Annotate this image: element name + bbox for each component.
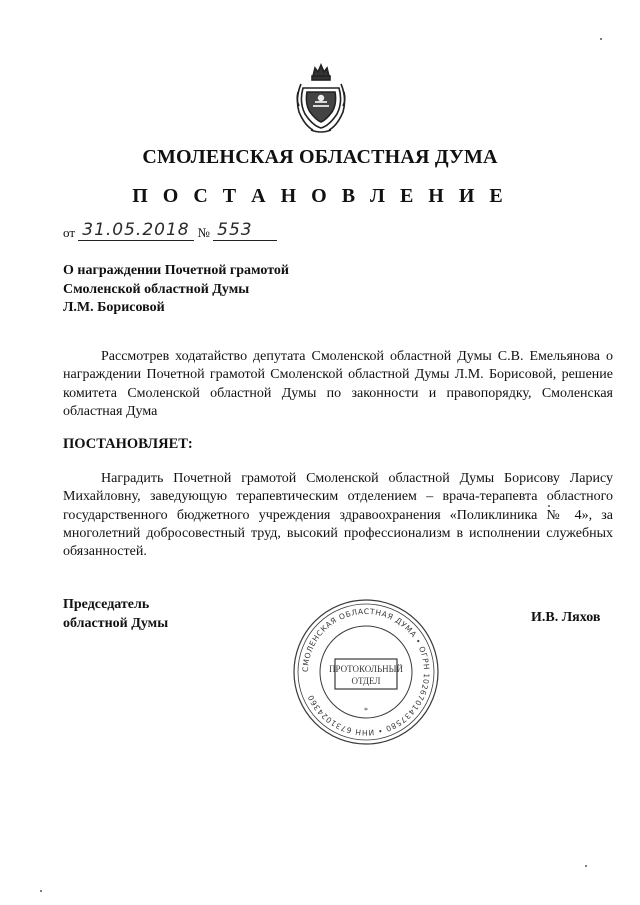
official-stamp bbox=[291, 597, 441, 747]
stamp-center-line: ПРОТОКОЛЬНЫЙ bbox=[329, 664, 403, 674]
signer-name: И.В. Ляхов bbox=[531, 610, 601, 625]
signer-position-line: областной Думы bbox=[63, 615, 169, 631]
scan-speck bbox=[40, 890, 42, 892]
signer-position-line: Председатель bbox=[63, 597, 150, 612]
scan-speck bbox=[600, 38, 602, 40]
svg-text:*: * bbox=[364, 706, 368, 715]
signer-position bbox=[63, 596, 168, 633]
paragraph-text: Наградить Почетной грамотой Смоленской областной Думы Борисову Ларису Михайловну, заведующую терапевтическим отделением – врача-терапевта областного государственного бюджетного учреждения здравоохранения «Поликлиника № 4», за многолетний добросовестный труд, высокий профессионализм в исполнении служебных обязанностей. bbox=[63, 471, 613, 560]
subject-line: Смоленской областной Думы bbox=[63, 281, 250, 297]
handwritten-date: 31.05.2018 bbox=[78, 220, 194, 241]
number-label: № bbox=[197, 225, 210, 240]
body-paragraph-considering bbox=[63, 348, 613, 421]
decides-heading: ПОСТАНОВЛЯЕТ: bbox=[63, 436, 193, 452]
stamp-ring-text: СМОЛЕНСКАЯ ОБЛАСТНАЯ ДУМА • ОГРН 1026701437580 • ИНН 6731024360 bbox=[300, 606, 432, 738]
document-type-title: П О С Т А Н О В Л Е Н И Е bbox=[132, 185, 508, 207]
coat-of-arms-icon bbox=[293, 62, 349, 134]
subject-line: О награждении Почетной грамотой bbox=[63, 263, 289, 278]
paragraph-text: Рассмотрев ходатайство депутата Смоленской областной Думы С.В. Емельянова о награждении Почетной грамотой Смоленской областной Думы Л.М. Борисовой, решение комитета Смоленской областной Думы по законности и правопорядку, Смоленская областная Дума bbox=[63, 349, 613, 419]
body-paragraph-award bbox=[63, 470, 613, 561]
organization-name: СМОЛЕНСКАЯ ОБЛАСТНАЯ ДУМА bbox=[142, 146, 498, 168]
subject-line: Л.М. Борисовой bbox=[63, 300, 165, 315]
stamp-center-line: ОТДЕЛ bbox=[351, 676, 381, 686]
date-from-label: от bbox=[63, 225, 76, 240]
date-number-line bbox=[63, 220, 277, 246]
handwritten-number: 553 bbox=[213, 220, 277, 241]
scan-speck bbox=[548, 505, 550, 507]
scan-speck bbox=[585, 865, 587, 867]
document-subject bbox=[63, 262, 363, 318]
